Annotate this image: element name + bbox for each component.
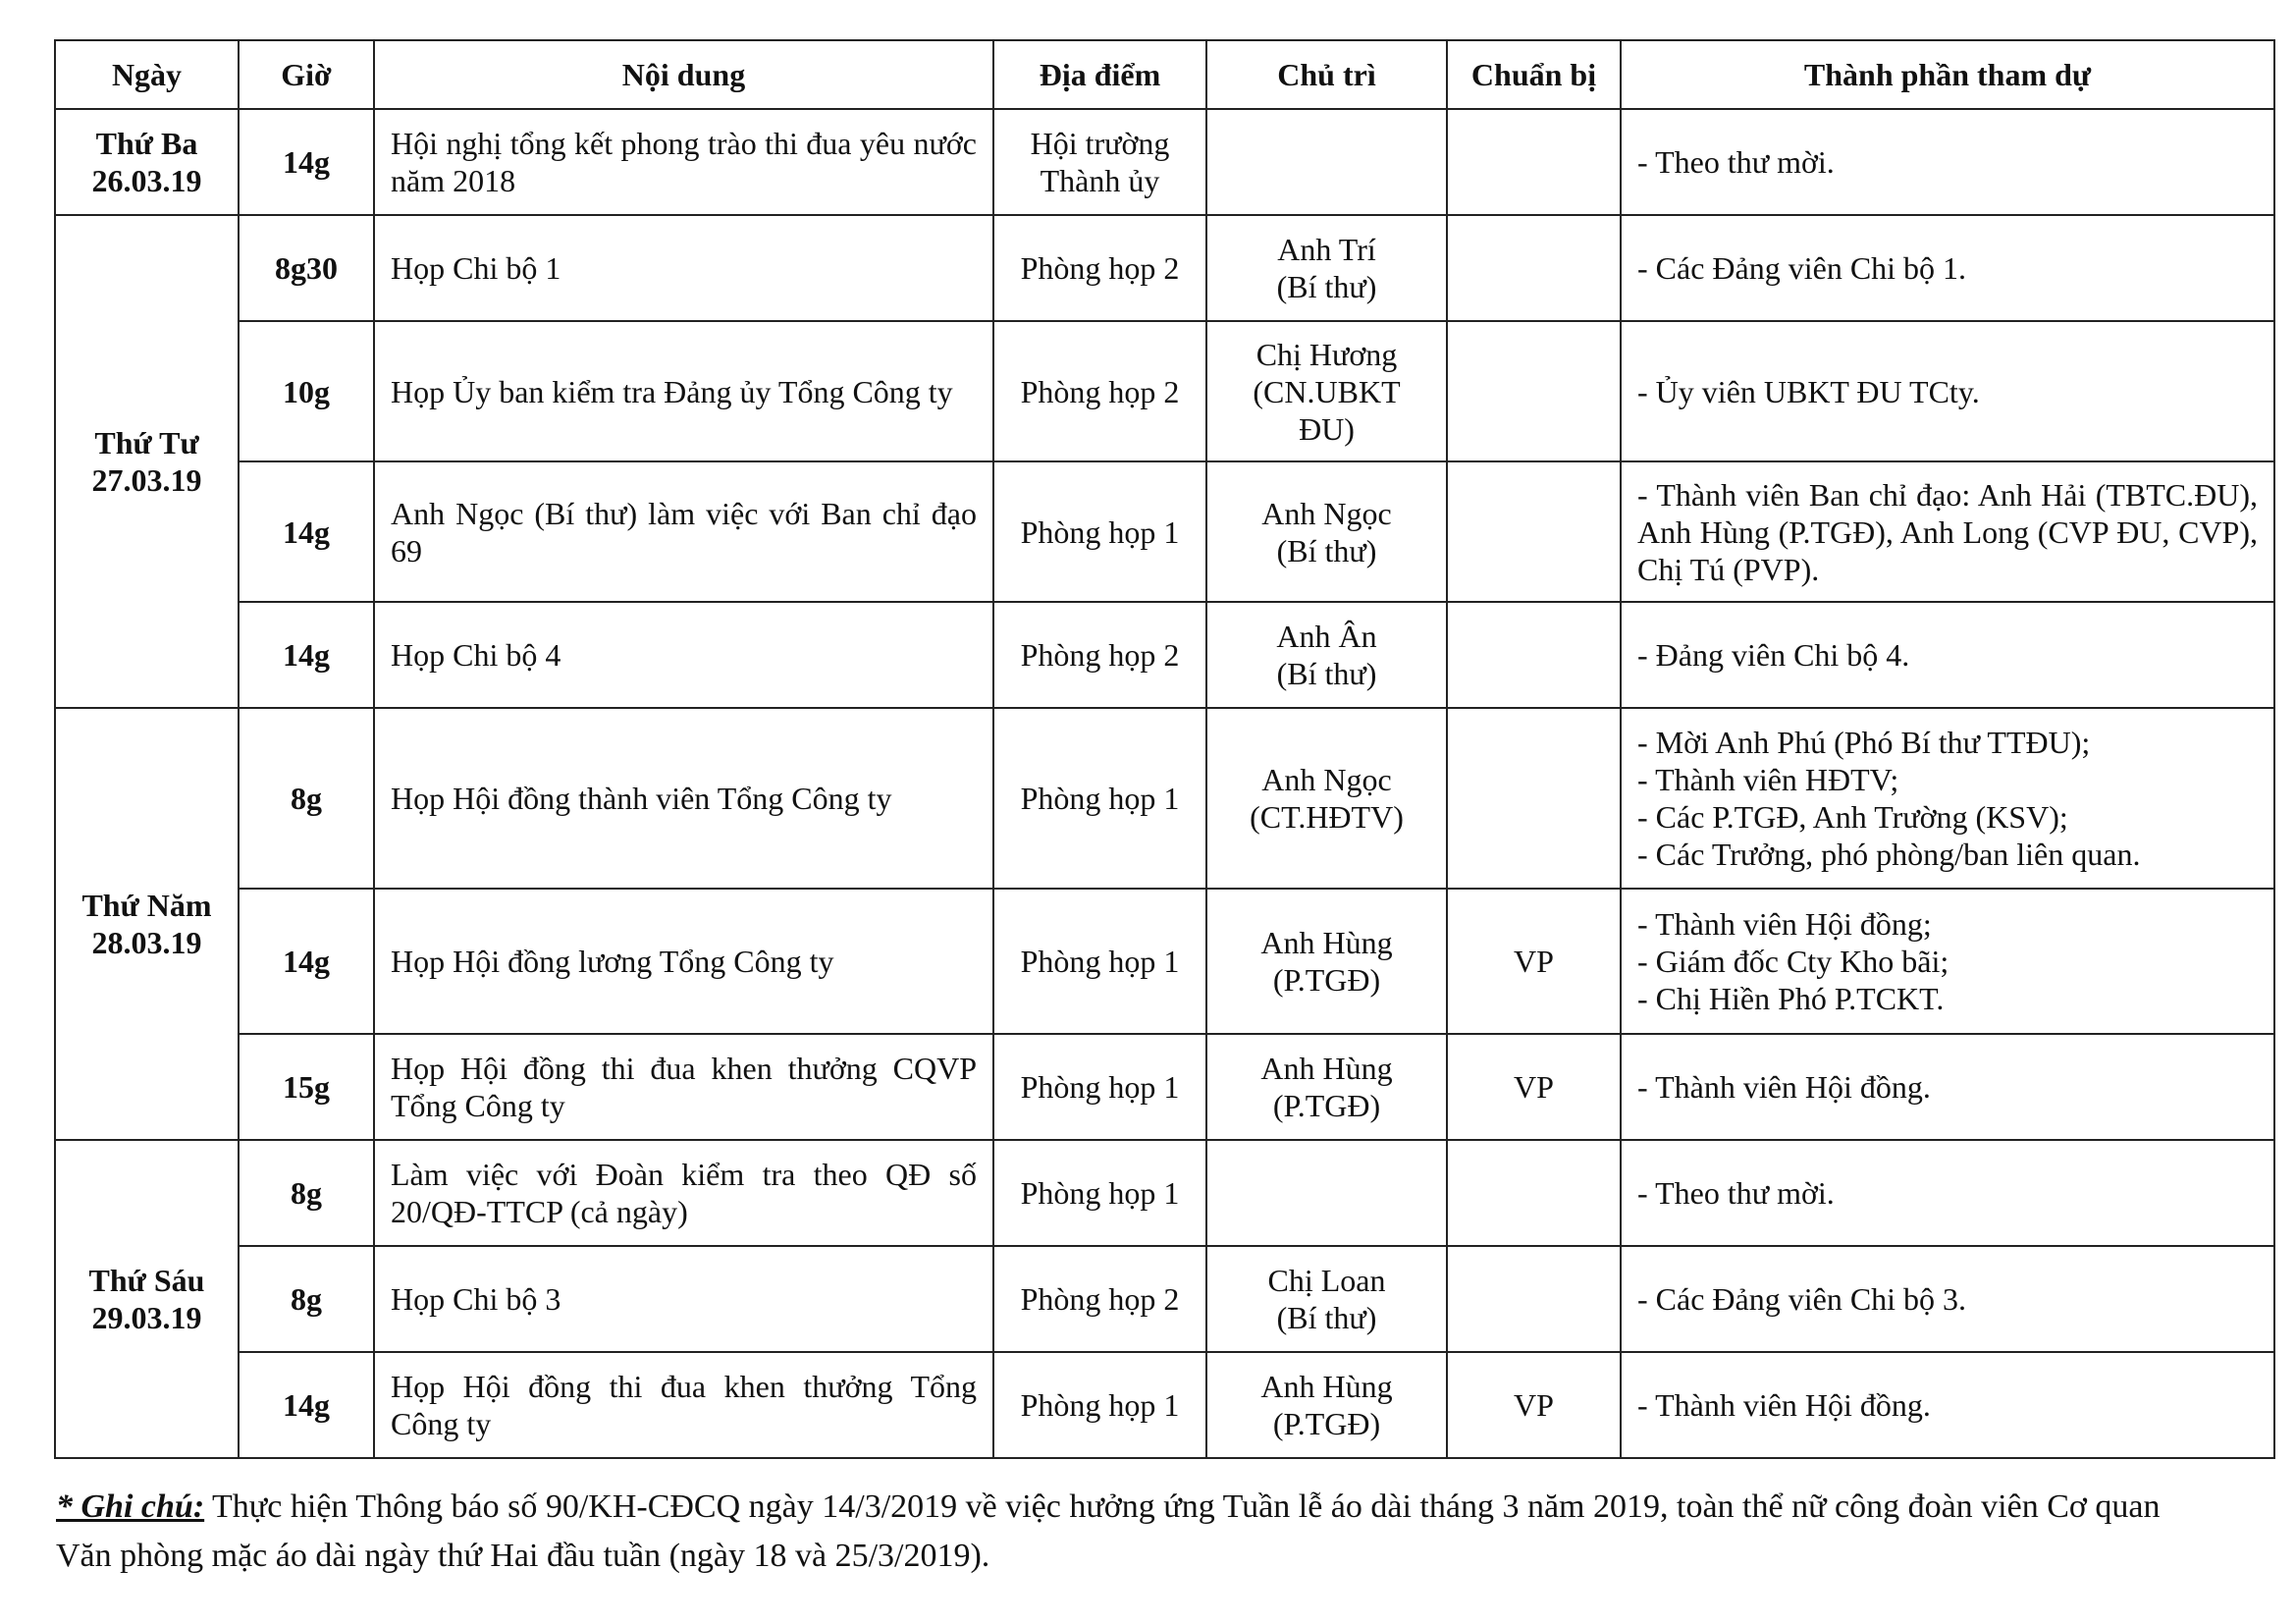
chair-line: (P.TGĐ): [1272, 1406, 1381, 1441]
footnote: [56, 1483, 2216, 1581]
table-row: [55, 321, 2274, 461]
attendees-cell: - Các Đảng viên Chi bộ 1.: [1621, 215, 2274, 321]
day-cell: [55, 215, 239, 708]
day-name: Thứ Tư: [94, 425, 199, 460]
attendee-line: - Giám đốc Cty Kho bãi;: [1637, 944, 1949, 979]
chair-cell: [1206, 1246, 1447, 1352]
table-row: [55, 215, 2274, 321]
time-cell: 14g: [239, 602, 374, 708]
day-date: 26.03.19: [91, 163, 202, 198]
chair-cell: [1206, 889, 1447, 1034]
attendees-cell: [1621, 889, 2274, 1034]
chair-cell: [1206, 1034, 1447, 1140]
attendee-line: - Chị Hiền Phó P.TCKT.: [1637, 981, 1945, 1016]
schedule-table: [54, 39, 2275, 1459]
time-cell: 15g: [239, 1034, 374, 1140]
attendee-line: - Thành viên Hội đồng;: [1637, 906, 1932, 942]
content-cell: Làm việc với Đoàn kiểm tra theo QĐ số 20/QĐ-TTCP (cả ngày): [374, 1140, 993, 1246]
content-cell: Họp Chi bộ 1: [374, 215, 993, 321]
attendee-line: - Các Trưởng, phó phòng/ban liên quan.: [1637, 837, 2141, 872]
place-cell: Phòng họp 1: [993, 1352, 1206, 1458]
day-date: 28.03.19: [91, 925, 202, 960]
place-cell: Phòng họp 2: [993, 602, 1206, 708]
header-row: [55, 40, 2274, 109]
table-row: [55, 889, 2274, 1034]
day-name: Thứ Ba: [95, 126, 198, 161]
content-cell: Họp Hội đồng lương Tổng Công ty: [374, 889, 993, 1034]
chair-line: Anh Hùng: [1260, 1369, 1393, 1404]
header-attendees: Thành phần tham dự: [1621, 40, 2274, 109]
day-cell: [55, 708, 239, 1140]
attendees-cell: - Thành viên Ban chỉ đạo: Anh Hải (TBTC.ĐU), Anh Hùng (P.TGĐ), Anh Long (CVP ĐU, CVP), Chị Tú (PVP).: [1621, 461, 2274, 602]
attendees-cell: [1621, 708, 2274, 889]
prep-cell: VP: [1447, 889, 1621, 1034]
place-cell: Phòng họp 2: [993, 215, 1206, 321]
chair-line: (Bí thư): [1276, 656, 1377, 691]
prep-cell: [1447, 215, 1621, 321]
chair-line: Anh Hùng: [1260, 1051, 1393, 1086]
prep-cell: [1447, 602, 1621, 708]
prep-cell: [1447, 321, 1621, 461]
time-cell: 14g: [239, 461, 374, 602]
table-row: [55, 1246, 2274, 1352]
chair-line: (P.TGĐ): [1272, 962, 1381, 998]
chair-cell: [1206, 461, 1447, 602]
prep-cell: [1447, 1140, 1621, 1246]
chair-line: Anh Ân: [1276, 619, 1377, 654]
attendee-line: - Mời Anh Phú (Phó Bí thư TTĐU);: [1637, 725, 2091, 760]
attendees-cell: - Theo thư mời.: [1621, 1140, 2274, 1246]
prep-cell: VP: [1447, 1034, 1621, 1140]
chair-cell: [1206, 109, 1447, 215]
header-chair: Chủ trì: [1206, 40, 1447, 109]
content-cell: Họp Hội đồng thi đua khen thưởng Tổng Công ty: [374, 1352, 993, 1458]
footnote-text: Thực hiện Thông báo số 90/KH-CĐCQ ngày 14/3/2019 về việc hưởng ứng Tuần lễ áo dài tháng 3 năm 2019, toàn thể nữ công đoàn viên Cơ quan Văn phòng mặc áo dài ngày thứ Hai đầu tuần (ngày 18 và 25/3/2019).: [56, 1488, 2161, 1574]
prep-cell: VP: [1447, 1352, 1621, 1458]
place-cell: Phòng họp 1: [993, 1034, 1206, 1140]
prep-cell: [1447, 109, 1621, 215]
place-cell: Phòng họp 1: [993, 708, 1206, 889]
prep-cell: [1447, 1246, 1621, 1352]
chair-line: Anh Trí: [1277, 232, 1376, 267]
header-time: Giờ: [239, 40, 374, 109]
chair-line: Anh Ngọc: [1261, 495, 1392, 531]
chair-line: Chị Hương: [1255, 336, 1398, 372]
attendees-cell: - Thành viên Hội đồng.: [1621, 1034, 2274, 1140]
table-row: [55, 1140, 2274, 1246]
chair-cell: [1206, 1140, 1447, 1246]
place-cell: Phòng họp 2: [993, 1246, 1206, 1352]
attendee-line: - Thành viên HĐTV;: [1637, 762, 1899, 797]
chair-line: Chị Loan: [1267, 1263, 1386, 1298]
day-name: Thứ Sáu: [88, 1263, 205, 1298]
chair-line: (Bí thư): [1276, 269, 1377, 304]
prep-cell: [1447, 708, 1621, 889]
time-cell: 10g: [239, 321, 374, 461]
attendees-cell: - Theo thư mời.: [1621, 109, 2274, 215]
place-cell: Phòng họp 1: [993, 1140, 1206, 1246]
day-name: Thứ Năm: [81, 888, 212, 923]
place-cell: Phòng họp 1: [993, 889, 1206, 1034]
attendees-cell: - Thành viên Hội đồng.: [1621, 1352, 2274, 1458]
header-place: Địa điểm: [993, 40, 1206, 109]
time-cell: 8g30: [239, 215, 374, 321]
place-line: Hội trường: [1030, 126, 1170, 161]
header-content: Nội dung: [374, 40, 993, 109]
table-row: [55, 109, 2274, 215]
table-row: [55, 1034, 2274, 1140]
prep-cell: [1447, 461, 1621, 602]
time-cell: 8g: [239, 708, 374, 889]
table-row: [55, 708, 2274, 889]
header-prep: Chuẩn bị: [1447, 40, 1621, 109]
table-row: [55, 461, 2274, 602]
header-day: Ngày: [55, 40, 239, 109]
chair-line: (Bí thư): [1276, 1300, 1377, 1335]
chair-line: (CN.UBKT: [1253, 373, 1401, 409]
content-cell: Họp Hội đồng thành viên Tổng Công ty: [374, 708, 993, 889]
time-cell: 8g: [239, 1246, 374, 1352]
content-cell: Anh Ngọc (Bí thư) làm việc với Ban chỉ đạo 69: [374, 461, 993, 602]
day-date: 29.03.19: [91, 1300, 202, 1335]
place-cell: Phòng họp 2: [993, 321, 1206, 461]
content-cell: Họp Hội đồng thi đua khen thưởng CQVP Tổng Công ty: [374, 1034, 993, 1140]
chair-line: ĐU): [1299, 410, 1355, 447]
attendees-cell: - Đảng viên Chi bộ 4.: [1621, 602, 2274, 708]
chair-line: (Bí thư): [1276, 532, 1377, 568]
table-row: [55, 602, 2274, 708]
chair-line: (CT.HĐTV): [1250, 799, 1404, 835]
table-row: [55, 1352, 2274, 1458]
time-cell: 14g: [239, 109, 374, 215]
chair-line: Anh Ngọc: [1261, 762, 1392, 797]
footnote-label: * Ghi chú:: [56, 1488, 205, 1525]
chair-line: (P.TGĐ): [1272, 1088, 1381, 1123]
chair-cell: [1206, 1352, 1447, 1458]
content-cell: Họp Chi bộ 3: [374, 1246, 993, 1352]
day-cell: [55, 109, 239, 215]
day-date: 27.03.19: [91, 462, 202, 498]
chair-cell: [1206, 321, 1447, 461]
content-cell: Họp Chi bộ 4: [374, 602, 993, 708]
content-cell: Họp Ủy ban kiểm tra Đảng ủy Tổng Công ty: [374, 321, 993, 461]
content-cell: Hội nghị tổng kết phong trào thi đua yêu nước năm 2018: [374, 109, 993, 215]
time-cell: 14g: [239, 1352, 374, 1458]
chair-cell: [1206, 602, 1447, 708]
place-cell: [993, 109, 1206, 215]
attendees-cell: - Ủy viên UBKT ĐU TCty.: [1621, 321, 2274, 461]
chair-cell: [1206, 708, 1447, 889]
place-cell: Phòng họp 1: [993, 461, 1206, 602]
time-cell: 14g: [239, 889, 374, 1034]
time-cell: 8g: [239, 1140, 374, 1246]
attendee-line: - Các P.TGĐ, Anh Trường (KSV);: [1637, 799, 2068, 835]
chair-line: Anh Hùng: [1260, 925, 1393, 960]
chair-cell: [1206, 215, 1447, 321]
day-cell: [55, 1140, 239, 1458]
attendees-cell: - Các Đảng viên Chi bộ 3.: [1621, 1246, 2274, 1352]
place-line: Thành ủy: [1040, 163, 1160, 198]
